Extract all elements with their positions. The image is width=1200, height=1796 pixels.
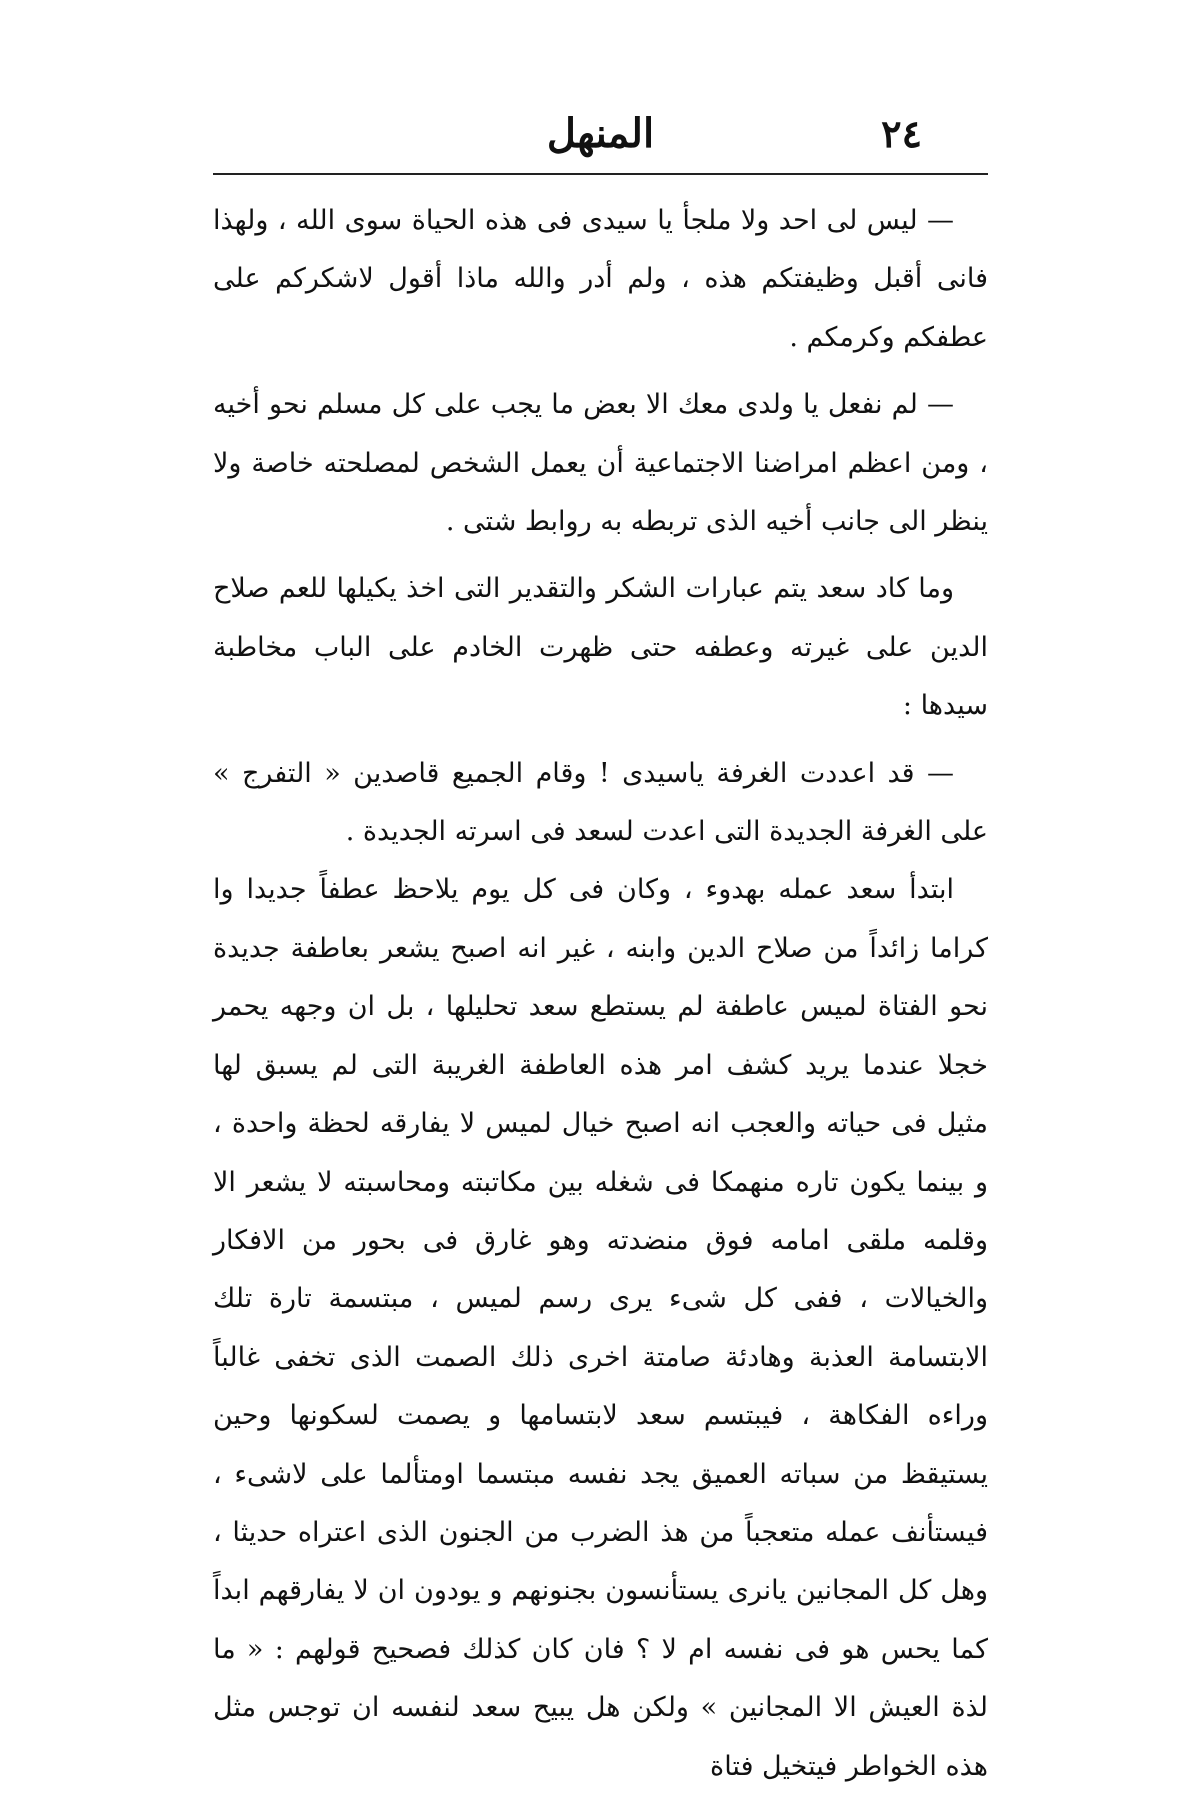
- page-header: [213, 104, 988, 172]
- body-text: [213, 192, 988, 1782]
- header-rule: [213, 173, 988, 175]
- paragraph-4: — قد اعددت الغرفة ياسيدى ! وقام الجميع قاصدين « التفرج » على الغرفة الجديدة التى اعدت لسعد فى اسرته الجديدة .: [213, 757, 988, 848]
- paragraph-1: — ليس لى احد ولا ملجأ يا سيدى فى هذه الحياة سوى الله ، ولهذا فانى أقبل وظيفتكم هذه ، ولم أدر والله ماذا أقول لاشكركم على عطفكم وكرمكم .: [213, 205, 988, 353]
- page-number: ٢٤: [881, 111, 922, 156]
- journal-title: المنهل: [546, 110, 655, 157]
- paragraph-5: ابتدأ سعد عمله بهدوء ، وكان فى كل يوم يلاحظ عطفاً جديدا وا كراما زائداً من صلاح الدين وابنه ، غير انه اصبح يشعر بعاطفة جديدة نحو الفتاة لميس عاطفة لم يستطع سعد تحليلها ، بل ان وجهه يحمر خجلا عندما يريد كشف امر هذه العاطفة الغريبة التى لم يسبق لها مثيل فى حياته والعجب انه اصبح خيال لميس لا يفارقه لحظة واحدة ، و بينما يكون تاره منهمكا فى شغله بين مكاتبته ومحاسبته لا يشعر الا وقلمه ملقى امامه فوق منضدته وهو غارق فى بحور من الافكار والخيالات ، ففى كل شىء يرى رسم لميس ، مبتسمة تارة تلك الابتسامة العذبة وهادئة صامتة اخرى ذلك الصمت الذى تخفى غالباً وراءه الفكاهة ، فيبتسم سعد لابتسامها و يصمت لسكونها وحين يستيقظ من سباته العميق يجد نفسه مبتسما اومتألما على لاشىء ، فيستأنف عمله متعجباً من هذ الضرب من الجنون الذى اعتراه حديثا ، وهل كل المجانين يانرى يستأنسون بجنونهم و يودون ان لا يفارقهم ابداً كما يحس هو فى نفسه ام لا ؟ فان كان كذلك فصحيح قولهم : « ما لذة العيش الا المجانين » ولكن هل يبيح سعد لنفسه ان توجس مثل هذه الخواطر فيتخيل فتاة: [213, 874, 988, 1782]
- paragraph-3: وما كاد سعد يتم عبارات الشكر والتقدير التى اخذ يكيلها للعم صلاح الدين على غيرته وعطفه حتى ظهرت الخادم على الباب مخاطبة سيدها :: [213, 573, 988, 722]
- paragraph-2: — لم نفعل يا ولدى معك الا بعض ما يجب على كل مسلم نحو أخيه ، ومن اعظم امراضنا الاجتماعية أن يعمل الشخص لمصلحته خاصة ولا ينظر الى جانب أخيه الذى تربطه به روابط شتى .: [213, 389, 988, 538]
